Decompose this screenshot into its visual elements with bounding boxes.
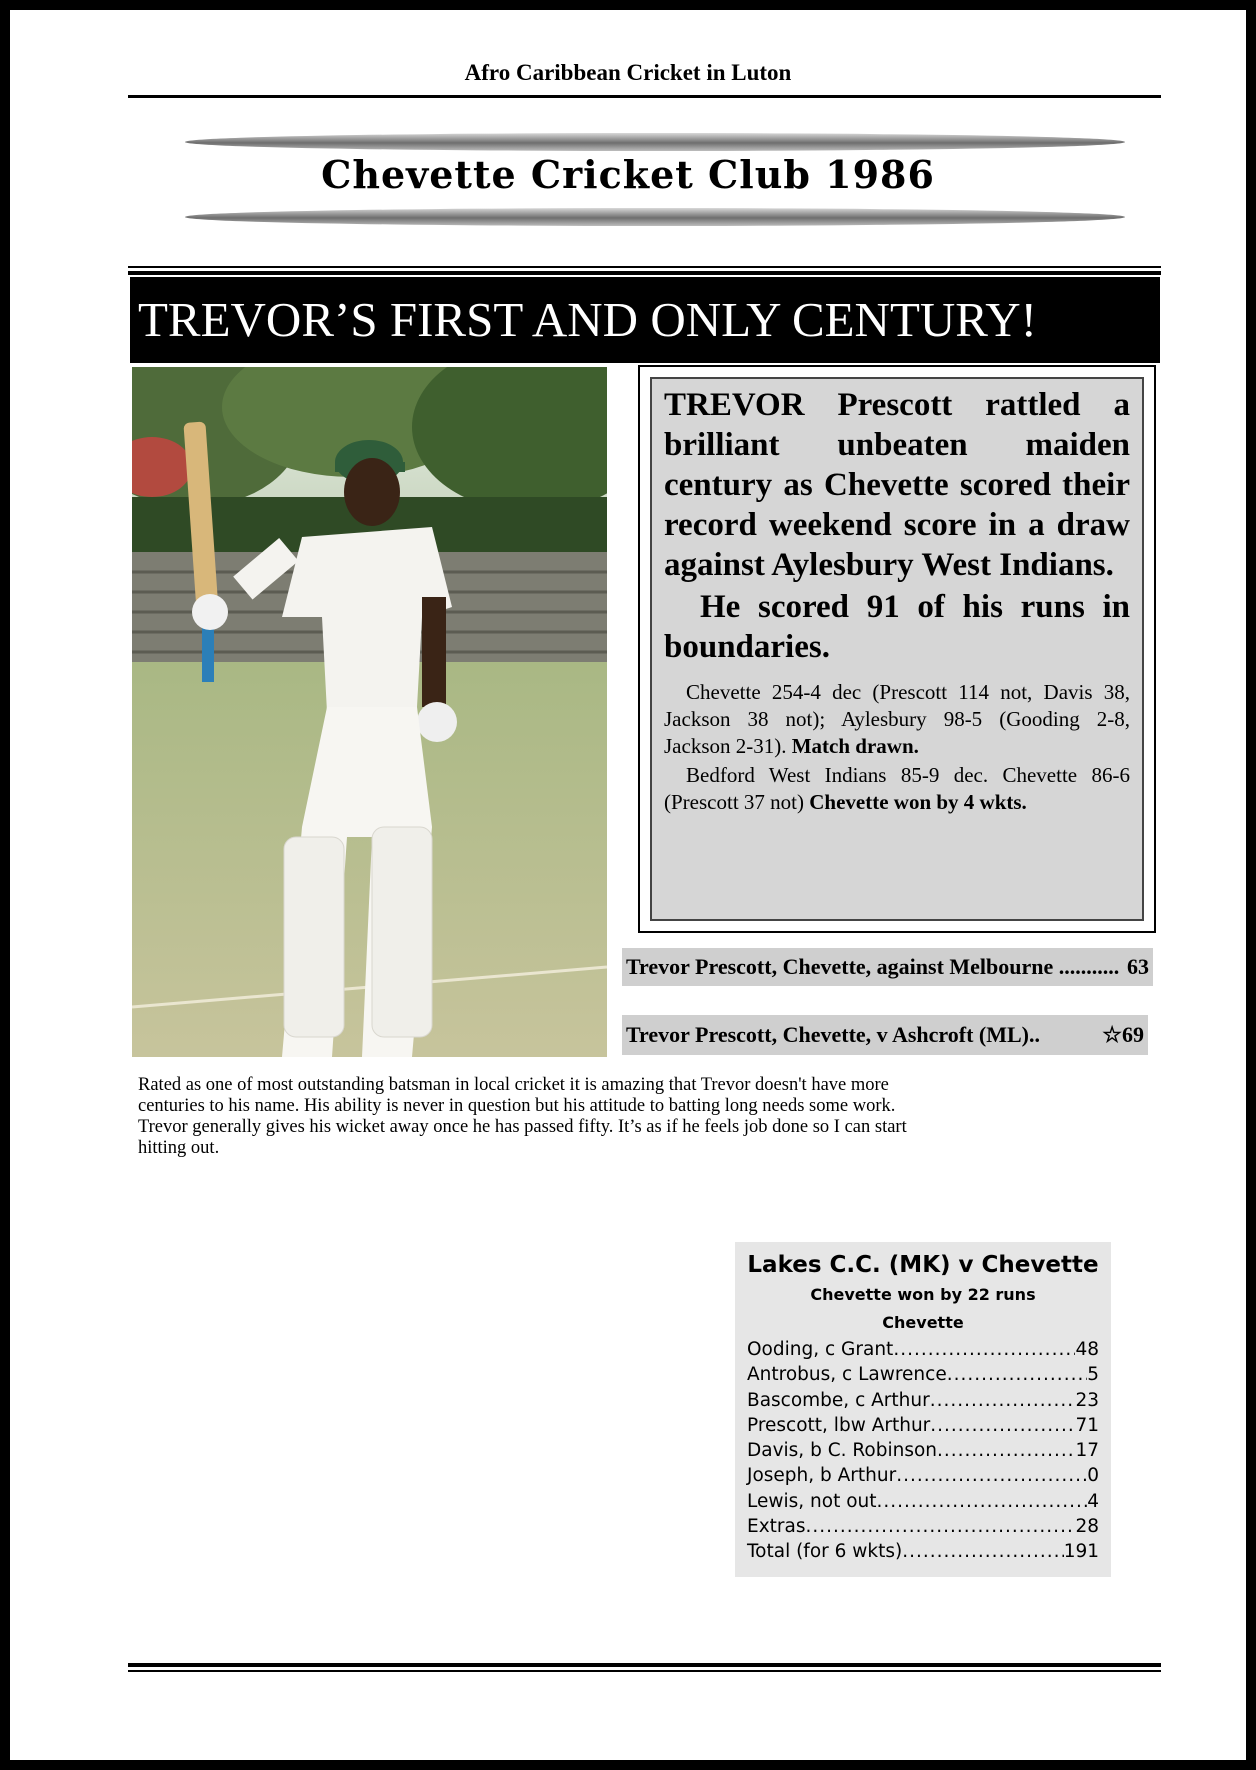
batsman-runs: 23 xyxy=(1075,1389,1099,1411)
batsman-name: Lewis, not out xyxy=(747,1490,877,1512)
scorecard-row xyxy=(747,1362,1099,1387)
header-rule xyxy=(128,95,1161,98)
clipping-result-1-text: Chevette 254-4 dec (Prescott 114 not, Davis 38, Jackson 38 not); Aylesbury 98-5 (Gooding 2-8, Jackson 2-31). xyxy=(664,680,1130,758)
stat-strip-score: ☆69 xyxy=(1102,1022,1144,1047)
clipping-lead-2: He scored 91 of his runs in boundaries. xyxy=(664,589,1130,665)
batsman-name: Extras xyxy=(747,1516,806,1538)
scorecard-row xyxy=(747,1489,1099,1514)
scorecard-team: Chevette xyxy=(882,1313,964,1332)
clipping-result-2-outcome: Chevette won by 4 wkts. xyxy=(809,790,1027,814)
batsman-runs: 191 xyxy=(1063,1541,1099,1563)
banner-top-bar xyxy=(185,133,1125,151)
scorecard-row xyxy=(747,1514,1099,1539)
club-title: Chevette Cricket Club 1986 xyxy=(321,152,935,197)
scorecard-row xyxy=(747,1539,1099,1564)
scorecard-row xyxy=(747,1388,1099,1413)
batsman-photo xyxy=(132,367,607,1057)
clipping-result-2 xyxy=(664,762,1130,816)
scorecard-result: Chevette won by 22 runs xyxy=(810,1285,1036,1304)
batsman-name: Antrobus, c Lawrence xyxy=(747,1364,947,1386)
batsman-runs: 17 xyxy=(1075,1440,1099,1462)
clipping-result-1-outcome: Match drawn. xyxy=(791,734,919,758)
batsman-runs: 5 xyxy=(1087,1364,1099,1386)
footer-rule-thick xyxy=(128,1663,1161,1667)
scorecard-row xyxy=(747,1413,1099,1438)
batsman-name: Davis, b C. Robinson xyxy=(747,1440,938,1462)
batsman-runs: 71 xyxy=(1075,1414,1099,1436)
scorecard-row xyxy=(747,1337,1099,1362)
article-paragraph-2: Trevor generally gives his wicket away once he has passed fifty. It’s as if he feels job done so I can start hitting out. xyxy=(138,1117,907,1158)
clipping-lead: TREVOR Prescott rattled a brilliant unbeaten maiden century as Chevette scored their record weekend score in a draw against Aylesbury West Indians. xyxy=(664,387,1130,583)
page-header-title: Afro Caribbean Cricket in Luton xyxy=(464,60,792,85)
headline-rule-thin xyxy=(128,266,1161,268)
batsman-name: Bascombe, c Arthur xyxy=(747,1389,930,1411)
article-body xyxy=(138,1075,958,1159)
batsman-runs: 48 xyxy=(1075,1339,1099,1360)
stat-strip-name: Trevor Prescott, Chevette, against Melbourne ........... xyxy=(626,954,1120,979)
batsman-name: Ooding, c Grant xyxy=(747,1339,894,1360)
scorecard-row xyxy=(747,1463,1099,1488)
stat-strip-score: 63 xyxy=(1127,954,1149,979)
clipping-result-2-text: Bedford West Indians 85-9 dec. Chevette 86-6 (Prescott 37 not) xyxy=(664,763,1130,814)
batsman-name: Prescott, lbw Arthur xyxy=(747,1414,931,1436)
newspaper-clipping xyxy=(638,365,1156,933)
article-paragraph-1: Rated as one of most outstanding batsman in local cricket it is amazing that Trevor doesn't have more centuries to his name. His ability is never in question but his attitude to batting long needs some work. xyxy=(138,1075,896,1116)
stat-strip-name: Trevor Prescott, Chevette, v Ashcroft (ML).. xyxy=(626,1022,1041,1047)
scorecard-title: Lakes C.C. (MK) v Chevette xyxy=(747,1252,1099,1278)
scorecard-row xyxy=(747,1438,1099,1463)
batsman-runs: 0 xyxy=(1087,1465,1099,1487)
scorecard-clipping xyxy=(735,1242,1111,1577)
clipping-result-1 xyxy=(664,679,1130,760)
stat-strip-ashcroft xyxy=(622,1015,1148,1055)
clipping-content xyxy=(650,377,1144,921)
headline-rule-thick xyxy=(128,271,1161,275)
batsman-name: Joseph, b Arthur xyxy=(747,1465,897,1487)
stat-strip-melbourne xyxy=(622,948,1153,986)
footer-rule-thin xyxy=(128,1670,1161,1672)
headline: TREVOR’S FIRST AND ONLY CENTURY! xyxy=(130,277,1160,363)
banner-bottom-bar xyxy=(185,208,1125,226)
batsman-runs: 28 xyxy=(1075,1516,1099,1538)
batsman-name: Total (for 6 wkts) xyxy=(747,1541,903,1563)
batsman-runs: 4 xyxy=(1087,1490,1099,1512)
